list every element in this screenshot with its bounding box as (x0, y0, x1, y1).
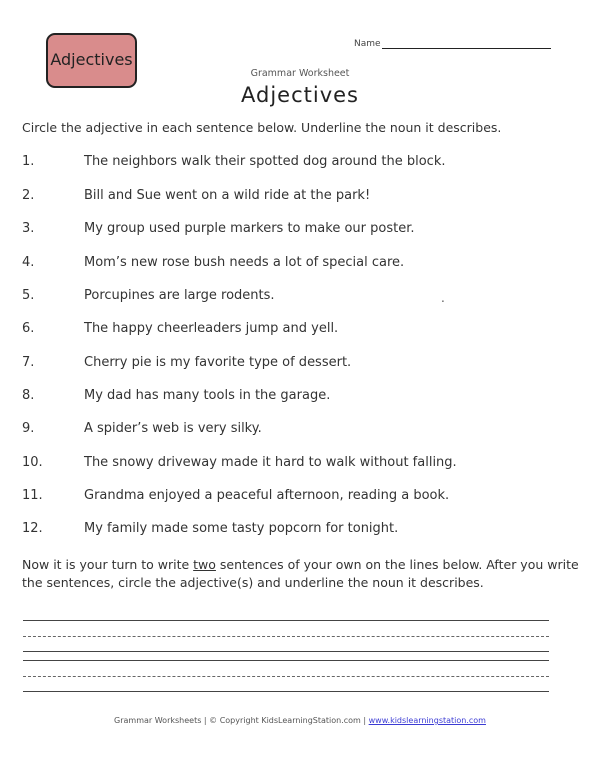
worksheet-title: Adjectives (241, 83, 359, 107)
instructions-text: Circle the adjective in each sentence below. Underline the noun it describes. (22, 120, 502, 135)
sentence-item (22, 188, 370, 203)
outro-emphasis: two (193, 557, 216, 572)
topic-badge-label: Adjectives (50, 50, 133, 69)
name-label: Name (354, 39, 381, 49)
sentence-text: The neighbors walk their spotted dog around the block. (84, 154, 446, 169)
sentence-number: 8. (22, 388, 35, 403)
sentence-item (22, 521, 398, 536)
sentence-number: 10. (22, 455, 43, 470)
sentence-item (22, 388, 330, 403)
sentence-text: Grandma enjoyed a peaceful afternoon, reading a book. (84, 488, 450, 503)
sentence-number: 12. (22, 521, 43, 536)
sentence-number: 6. (22, 321, 35, 336)
writing-line-top[interactable] (23, 620, 549, 621)
sentence-text: A spider’s web is very silky. (84, 421, 262, 436)
writing-line-base[interactable] (23, 651, 549, 652)
sentence-text: Mom’s new rose bush needs a lot of special care. (84, 255, 405, 270)
outro-text-after: sentences of your own on the lines below. After you write the sentences, circle the adjective(s) and underline the noun it describes. (22, 557, 579, 590)
sentence-text: My dad has many tools in the garage. (84, 388, 331, 403)
topic-badge (46, 33, 137, 88)
sentence-item (22, 455, 457, 470)
sentence-number: 1. (22, 154, 35, 169)
sentence-text: Bill and Sue went on a wild ride at the park! (84, 188, 371, 203)
sentence-number: 9. (22, 421, 35, 436)
sentence-number: 5. (22, 288, 35, 303)
sentence-text: My group used purple markers to make our poster. (84, 221, 415, 236)
sentence-number: 7. (22, 355, 35, 370)
worksheet-subtitle: Grammar Worksheet (250, 68, 350, 79)
footer-copyright: © Copyright KidsLearningStation.com (209, 716, 361, 725)
writing-line-midline (23, 676, 549, 677)
sentence-item (22, 221, 414, 236)
sentence-number: 2. (22, 188, 35, 203)
stray-mark: . (441, 291, 445, 305)
footer-separator: | (360, 716, 369, 725)
sentence-item (22, 154, 445, 169)
sentence-item (22, 421, 262, 436)
writing-line-midline (23, 636, 549, 637)
sentence-number: 4. (22, 255, 35, 270)
outro-text-before: Now it is your turn to write (22, 557, 194, 572)
footer-separator: | (201, 716, 210, 725)
sentence-text: The happy cheerleaders jump and yell. (84, 321, 339, 336)
footer-label: Grammar Worksheets (114, 716, 202, 725)
sentence-item (22, 255, 404, 270)
writing-line-top[interactable] (23, 660, 549, 661)
footer-site-link[interactable]: www.kidslearningstation.com (368, 716, 486, 725)
sentence-item (22, 488, 449, 503)
writing-line-base[interactable] (23, 691, 549, 692)
sentence-number: 3. (22, 221, 35, 236)
sentence-item (22, 355, 351, 370)
sentence-text: The snowy driveway made it hard to walk without falling. (84, 455, 457, 470)
outro-instructions (22, 556, 582, 592)
sentence-text: My family made some tasty popcorn for tonight. (84, 521, 399, 536)
sentence-text: Porcupines are large rodents. (84, 288, 275, 303)
sentence-number: 11. (22, 488, 43, 503)
sentence-item (22, 321, 338, 336)
page-footer (0, 716, 600, 725)
name-line[interactable] (382, 48, 551, 49)
sentence-item (22, 288, 275, 303)
sentence-text: Cherry pie is my favorite type of dessert. (84, 355, 352, 370)
